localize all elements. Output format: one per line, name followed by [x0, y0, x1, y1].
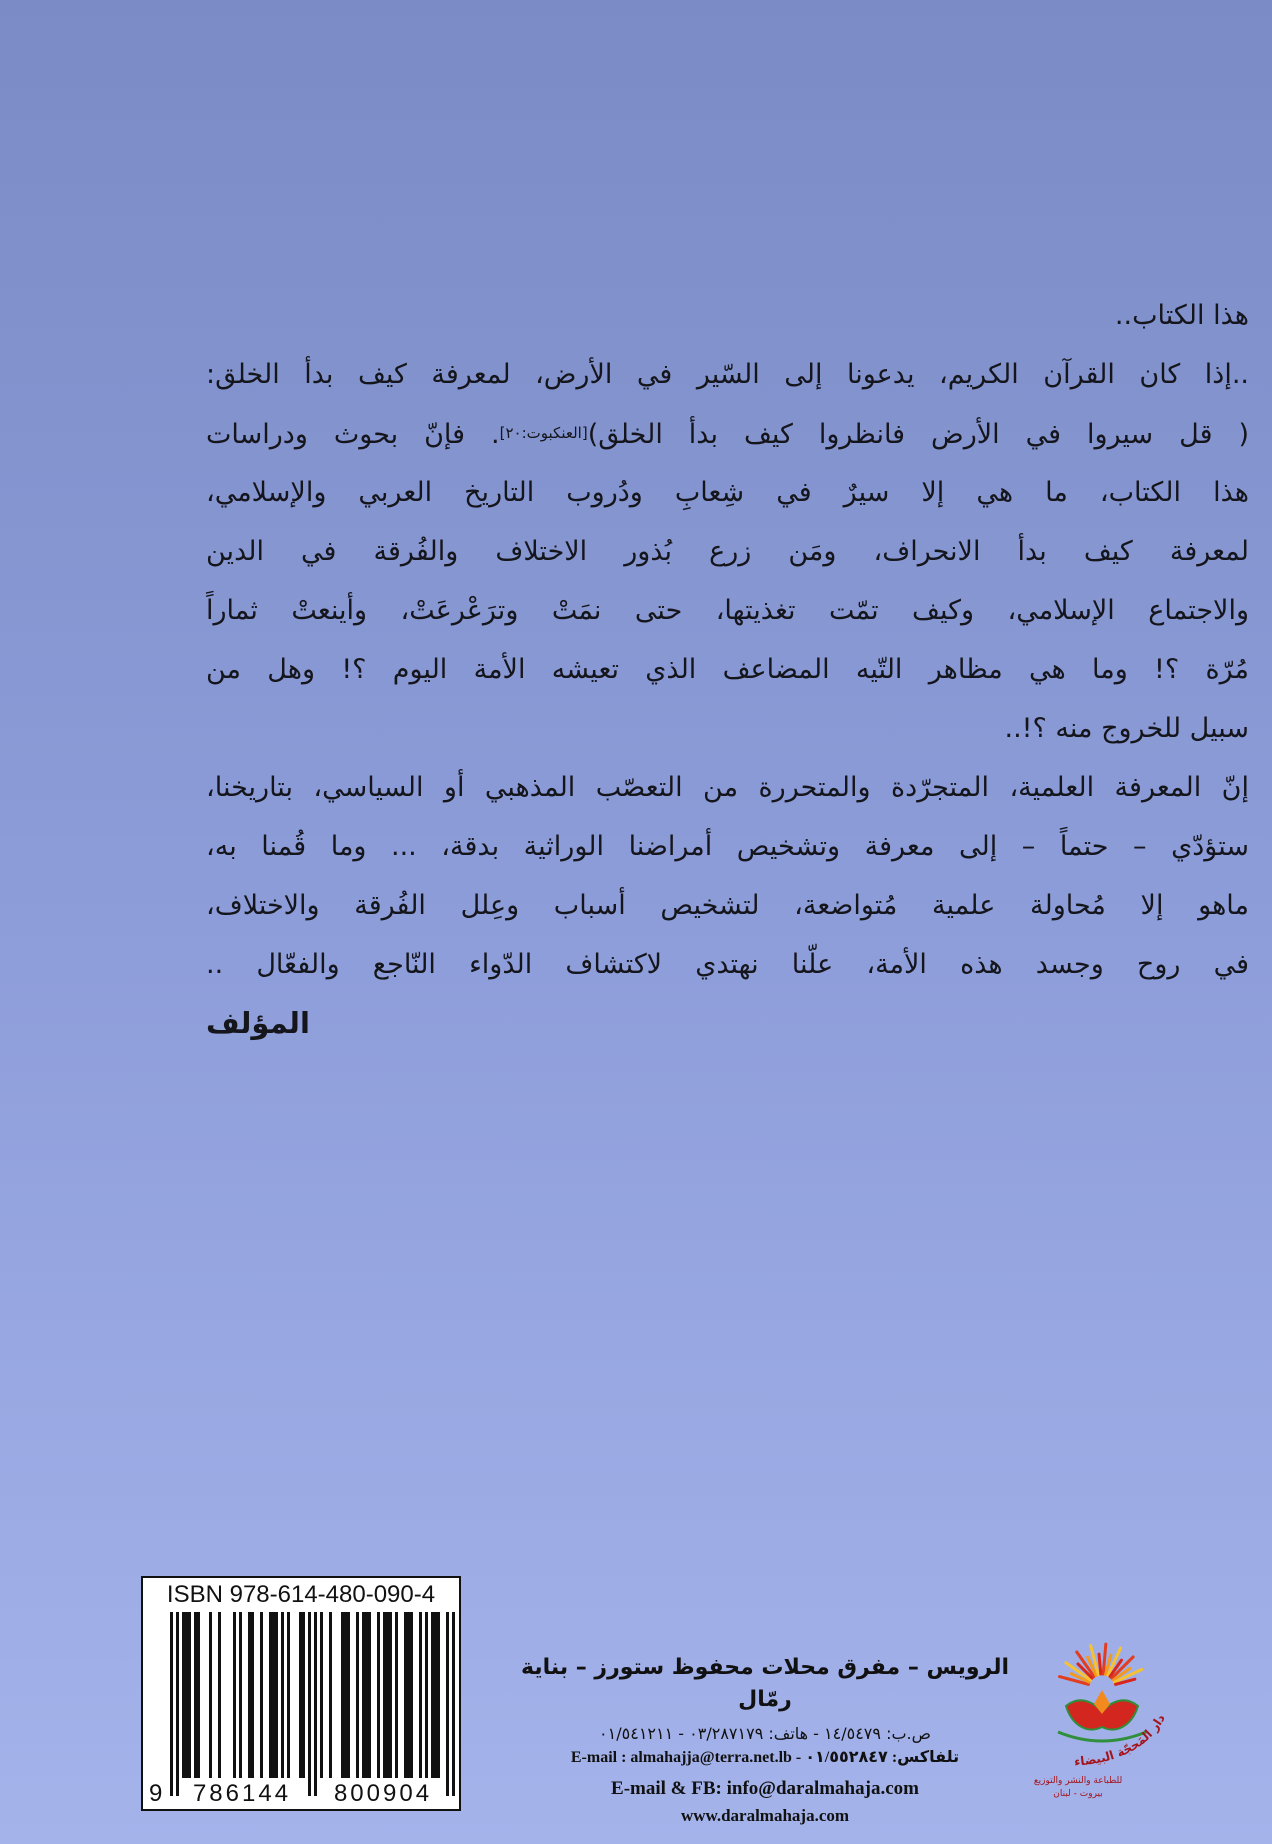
publisher-email-fb: E-mail & FB: info@daralmahaja.com — [611, 1778, 919, 1799]
blurb-line: والاجتماع الإسلامي، وكيف تمّت تغذيتها، حتى نمَتْ وترَعْرعَتْ، وأينعتْ ثماراً — [206, 595, 1249, 626]
barcode-bar — [377, 1612, 380, 1778]
barcode-bar — [425, 1612, 428, 1778]
logo-tagline: للطباعة والنشر والتوزيع — [1033, 1776, 1123, 1786]
logo-name: دار المَحجّة البيضاء — [1073, 1711, 1168, 1769]
publisher-logo — [1020, 1640, 1180, 1802]
blurb-text — [206, 286, 1249, 1053]
blurb-line-text: . فإنّ بحوث ودراسات — [206, 419, 500, 450]
barcode-guard-bar — [170, 1612, 173, 1796]
barcode-bar — [383, 1612, 392, 1778]
isbn-barcode — [141, 1576, 461, 1811]
barcode-bar — [233, 1612, 236, 1778]
logo-sunburst — [1059, 1644, 1141, 1684]
barcode-bars — [170, 1612, 455, 1796]
blurb-line: هذا الكتاب، ما هي إلا سيرٌ في شِعابِ ودُروب التاريخ العربي والإسلامي، — [206, 477, 1249, 508]
barcode-bar — [239, 1612, 242, 1778]
barcode-bar — [287, 1612, 290, 1778]
isbn-label: ISBN 978-614-480-090-4 — [166, 1581, 436, 1608]
barcode-bar — [329, 1612, 332, 1778]
blurb-line: في روح وجسد هذه الأمة، علّنا نهتدي لاكتشاف الدّواء النّاجع والفعّال .. — [206, 949, 1249, 980]
barcode-bar — [218, 1612, 221, 1778]
barcode-bar — [182, 1612, 191, 1778]
barcode-bar — [248, 1612, 254, 1778]
blurb-line: مُرّة ؟! وما هي مظاهر التّيه المضاعف الذي تعيشه الأمة اليوم ؟! وهل من — [206, 654, 1249, 685]
barcode-left-digits: 786144 — [192, 1780, 292, 1807]
author-signature: المؤلف — [206, 1006, 310, 1040]
barcode-guard-bar — [308, 1612, 311, 1796]
publisher-info — [505, 1652, 1025, 1828]
barcode-bar — [395, 1612, 398, 1778]
quran-verse: ( قل سيروا في الأرض فانظروا كيف بدأ الخلق) — [587, 419, 1249, 450]
blurb-line: ستؤدّي – حتماً – إلى معرفة وتشخيص أمراضنا الوراثية بدقة، ... وما قُمنا به، — [206, 831, 1249, 862]
barcode-guard-bar — [176, 1612, 179, 1796]
barcode-lead-digit: 9 — [149, 1780, 166, 1807]
barcode-bar — [281, 1612, 284, 1778]
blurb-line — [206, 404, 1249, 463]
blurb-line: سبيل للخروج منه ؟!.. — [1004, 713, 1249, 744]
blurb-line: إنّ المعرفة العلمية، المتجرّدة والمتحررة من التعصّب المذهبي أو السياسي، بتاريخنا، — [206, 772, 1249, 803]
publisher-phones: ص.ب: ١٤/٥٤٧٩ - هاتف: ٠٣/٢٨٧١٧٩ - ٠١/٥٤١٢١١ — [599, 1724, 931, 1743]
blurb-line: لمعرفة كيف بدأ الانحراف، ومَن زرع بُذور الاختلاف والفُرقة في الدين — [206, 536, 1249, 567]
blurb-heading: هذا الكتاب.. — [1114, 300, 1249, 331]
publisher-address: الرويس – مفرق محلات محفوظ ستورز – بناية رمّال — [520, 1655, 1010, 1712]
barcode-bar — [194, 1612, 200, 1778]
barcode-bar — [356, 1612, 359, 1778]
barcode-bar — [404, 1612, 413, 1778]
barcode-bar — [419, 1612, 422, 1778]
barcode-right-digits: 800904 — [333, 1780, 433, 1807]
barcode-guard-bar — [452, 1612, 455, 1796]
publisher-telefax-email: تلفاكس: ٠١/٥٥٢٨٤٧ - E-mail : almahajja@terra.net.lb — [570, 1749, 960, 1766]
logo-city: بيروت - لبنان — [1053, 1789, 1103, 1799]
barcode-guard-bar — [314, 1612, 317, 1796]
barcode-bar — [362, 1612, 371, 1778]
verse-citation: [العنكبوت:٢٠] — [499, 424, 588, 442]
barcode-bar — [299, 1612, 305, 1778]
barcode-bar — [341, 1612, 350, 1778]
publisher-website: www.daralmahaja.com — [680, 1806, 850, 1825]
blurb-line: ..إذا كان القرآن الكريم، يدعونا إلى السّير في الأرض، لمعرفة كيف بدأ الخلق: — [206, 359, 1249, 390]
barcode-bar — [431, 1612, 440, 1778]
blurb-line: ماهو إلا مُحاولة علمية مُتواضعة، لتشخيص أسباب وعِلل الفُرقة والاختلاف، — [206, 890, 1249, 921]
barcode-bar — [269, 1612, 278, 1778]
barcode-guard-bar — [446, 1612, 449, 1796]
logo-ray — [1099, 1654, 1101, 1674]
barcode-bar — [209, 1612, 212, 1778]
barcode-bar — [320, 1612, 323, 1778]
barcode-bar — [260, 1612, 263, 1778]
